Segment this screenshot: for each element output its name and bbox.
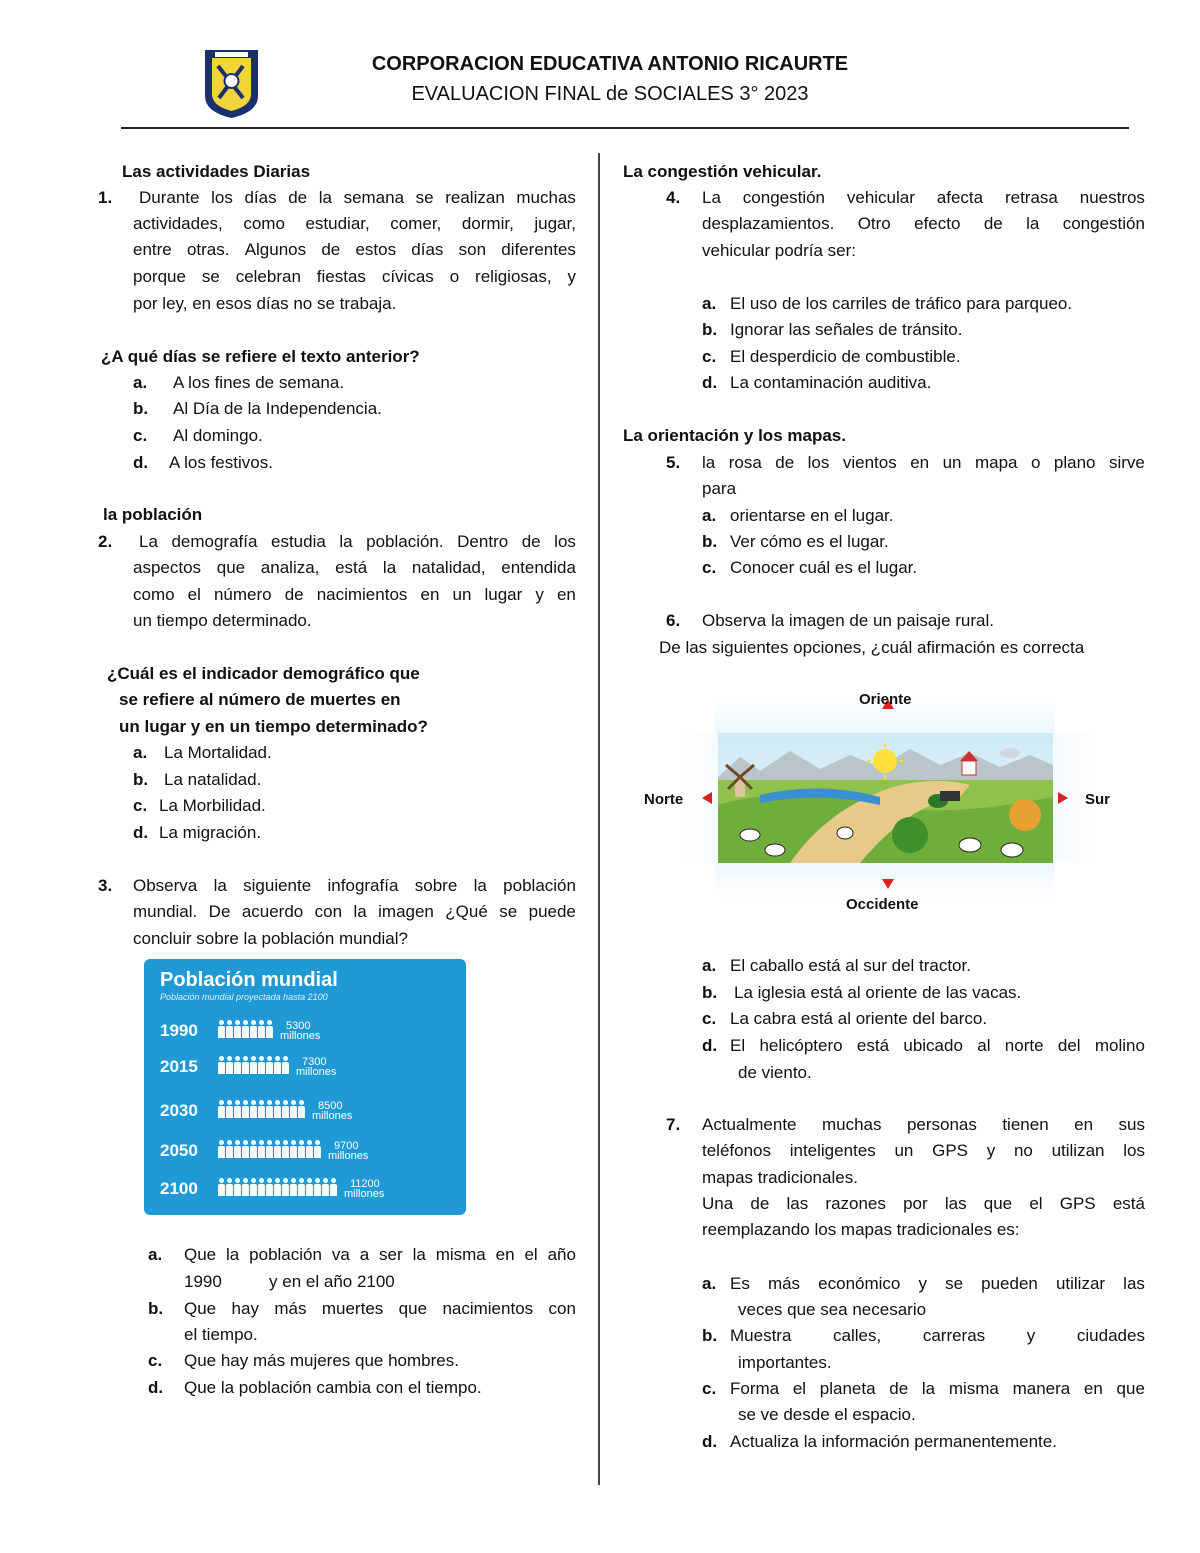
person-icon bbox=[234, 1020, 241, 1038]
infographic-row bbox=[160, 1175, 384, 1203]
option-letter: b. bbox=[133, 399, 149, 418]
person-icon bbox=[274, 1178, 281, 1196]
question-text-line: Observa la siguiente infografía sobre la población bbox=[133, 876, 576, 895]
option-text[interactable]: Ver cómo es el lugar. bbox=[730, 532, 889, 551]
section-title: La orientación y los mapas. bbox=[623, 426, 846, 445]
option-letter: c. bbox=[702, 558, 717, 577]
question-text-line: la rosa de los vientos en un mapa o plano sirve bbox=[702, 453, 1145, 472]
option-letter: b. bbox=[702, 983, 718, 1002]
person-icon bbox=[250, 1020, 257, 1038]
option-text[interactable]: Forma el planeta de la misma manera en que bbox=[730, 1379, 1145, 1398]
infographic-row bbox=[160, 1097, 352, 1125]
question-prompt: un lugar y en un tiempo determinado? bbox=[119, 717, 428, 736]
compass-norte: Norte bbox=[644, 791, 684, 808]
option-letter: a. bbox=[702, 956, 717, 975]
person-icon bbox=[226, 1020, 233, 1038]
question-number: 5. bbox=[666, 453, 681, 472]
person-icon bbox=[250, 1140, 257, 1158]
option-letter: b. bbox=[702, 1326, 718, 1345]
option-letter: c. bbox=[702, 1379, 717, 1398]
person-icon bbox=[282, 1140, 289, 1158]
question-text-line: porque se celebran fiestas cívicas o religiosas, y bbox=[133, 267, 576, 286]
person-icon bbox=[250, 1178, 257, 1196]
infographic-value-number: 7300 bbox=[302, 1056, 327, 1068]
question-text-line: actividades, como estudiar, comer, dormir, jugar, bbox=[133, 214, 576, 233]
option-text[interactable]: La cabra está al oriente del barco. bbox=[730, 1009, 988, 1028]
option-text[interactable]: Ignorar las señales de tránsito. bbox=[730, 320, 963, 339]
option-text[interactable]: El desperdicio de combustible. bbox=[730, 347, 961, 366]
option-text[interactable]: La migración. bbox=[159, 823, 262, 842]
question-text-line: desplazamientos. Otro efecto de la congestión bbox=[702, 214, 1145, 233]
section-title: La congestión vehicular. bbox=[623, 162, 822, 181]
person-icon bbox=[242, 1178, 249, 1196]
option-letter: b. bbox=[702, 320, 718, 339]
person-icon bbox=[266, 1100, 273, 1118]
person-icon bbox=[322, 1178, 329, 1196]
option-text[interactable]: se ve desde el espacio. bbox=[738, 1405, 916, 1424]
person-icon bbox=[242, 1020, 249, 1038]
option-text[interactable]: orientarse en el lugar. bbox=[730, 506, 894, 525]
option-text[interactable]: La contaminación auditiva. bbox=[730, 373, 932, 392]
option-text[interactable]: Que la población cambia con el tiempo. bbox=[184, 1378, 482, 1397]
question-number: 4. bbox=[666, 188, 681, 207]
question-text-line: Actualmente muchas personas tienen en sus bbox=[702, 1115, 1145, 1134]
person-icon bbox=[234, 1056, 241, 1074]
person-icon bbox=[258, 1178, 265, 1196]
infographic-value bbox=[312, 1101, 352, 1121]
question-text-line: para bbox=[702, 479, 737, 498]
option-letter: c. bbox=[702, 347, 717, 366]
infographic-row bbox=[160, 1053, 336, 1081]
infographic-subtitle: Población mundial proyectada hasta 2100 bbox=[160, 992, 328, 1002]
question-prompt: ¿Cuál es el indicador demográfico que bbox=[107, 664, 420, 683]
option-letter: c. bbox=[133, 426, 148, 445]
question-number: 3. bbox=[98, 876, 113, 895]
option-text[interactable]: de viento. bbox=[738, 1063, 812, 1082]
option-letter: a. bbox=[702, 506, 717, 525]
question-text-line: entre otras. Algunos de estos días son diferentes bbox=[133, 240, 576, 259]
option-text[interactable]: A los fines de semana. bbox=[173, 373, 345, 392]
infographic-year: 2015 bbox=[160, 1057, 198, 1076]
person-icon bbox=[250, 1056, 257, 1074]
option-letter: a. bbox=[702, 294, 717, 313]
option-letter: b. bbox=[133, 770, 149, 789]
infographic-value-number: 8500 bbox=[318, 1100, 343, 1112]
person-icon bbox=[226, 1100, 233, 1118]
option-text[interactable]: El caballo está al sur del tractor. bbox=[730, 956, 971, 975]
option-letter: d. bbox=[702, 1036, 718, 1055]
question-text-line: La demografía estudia la población. Dentro de los bbox=[139, 532, 576, 551]
option-text[interactable]: Que la población va a ser la misma en el año bbox=[184, 1245, 576, 1264]
person-icon bbox=[234, 1140, 241, 1158]
person-icon bbox=[258, 1140, 265, 1158]
option-letter: b. bbox=[702, 532, 718, 551]
school-name: CORPORACION EDUCATIVA ANTONIO RICAURTE bbox=[371, 53, 849, 75]
person-icon bbox=[266, 1020, 273, 1038]
question-prompt: De las siguientes opciones, ¿cuál afirmación es correcta bbox=[659, 638, 1085, 657]
person-icon bbox=[234, 1100, 241, 1118]
person-icon bbox=[290, 1178, 297, 1196]
question-text-line: aspectos que analiza, está la natalidad, entendida bbox=[133, 558, 576, 577]
people-icons bbox=[218, 1100, 306, 1122]
person-icon bbox=[218, 1100, 225, 1118]
question-number: 6. bbox=[666, 611, 681, 630]
school-logo bbox=[203, 48, 260, 120]
option-text[interactable]: veces que sea necesario bbox=[738, 1300, 927, 1319]
question-number: 7. bbox=[666, 1115, 681, 1134]
option-letter: d. bbox=[148, 1378, 164, 1397]
option-text[interactable]: Es más económico y se pueden utilizar las bbox=[730, 1274, 1145, 1293]
question-text-line: Durante los días de la semana se realizan muchas bbox=[139, 188, 576, 207]
person-icon bbox=[226, 1140, 233, 1158]
person-icon bbox=[258, 1020, 265, 1038]
option-text[interactable]: La Morbilidad. bbox=[159, 796, 266, 815]
question-text-line: Una de las razones por las que el GPS está bbox=[702, 1194, 1145, 1213]
option-text[interactable]: Al domingo. bbox=[173, 426, 263, 445]
infographic-value-unit: millones bbox=[280, 1030, 321, 1042]
option-text[interactable]: Que hay más muertes que nacimientos con bbox=[184, 1299, 576, 1318]
people-icons bbox=[218, 1020, 274, 1042]
infographic-year: 2100 bbox=[160, 1179, 198, 1198]
option-letter: d. bbox=[133, 453, 149, 472]
infographic-value bbox=[328, 1141, 368, 1161]
section-title: Las actividades Diarias bbox=[122, 162, 311, 181]
question-prompt: ¿A qué días se refiere el texto anterior? bbox=[101, 347, 420, 366]
option-letter: a. bbox=[133, 373, 148, 392]
compass-sur: Sur bbox=[1085, 791, 1111, 808]
option-letter: d. bbox=[133, 823, 149, 842]
person-icon bbox=[290, 1140, 297, 1158]
person-icon bbox=[258, 1056, 265, 1074]
question-text-line: como el número de nacimientos en un lugar y en bbox=[133, 585, 576, 604]
person-icon bbox=[306, 1140, 313, 1158]
option-text[interactable]: importantes. bbox=[738, 1353, 832, 1372]
infographic-value-number: 11200 bbox=[350, 1178, 380, 1190]
option-text[interactable]: 1990 y en el año 2100 bbox=[184, 1272, 395, 1291]
question-text-line: reemplazando los mapas tradicionales es: bbox=[702, 1220, 1020, 1239]
person-icon bbox=[330, 1178, 337, 1196]
question-text-line: concluir sobre la población mundial? bbox=[133, 929, 408, 948]
option-letter: d. bbox=[702, 373, 718, 392]
compass-oriente: Oriente bbox=[859, 691, 912, 708]
question-text-line: La congestión vehicular afecta retrasa nuestros bbox=[702, 188, 1145, 207]
person-icon bbox=[242, 1140, 249, 1158]
rural-landscape-map bbox=[640, 685, 1120, 917]
option-letter: b. bbox=[148, 1299, 164, 1318]
option-letter: c. bbox=[702, 1009, 717, 1028]
person-icon bbox=[314, 1140, 321, 1158]
question-prompt: se refiere al número de muertes en bbox=[119, 690, 401, 709]
option-text[interactable]: Que hay más mujeres que hombres. bbox=[184, 1351, 459, 1370]
infographic-value-number: 5300 bbox=[286, 1020, 311, 1032]
question-number: 1. bbox=[98, 188, 113, 207]
person-icon bbox=[218, 1140, 225, 1158]
option-text[interactable]: Muestra calles, carreras y ciudades bbox=[730, 1326, 1145, 1345]
option-letter: c. bbox=[133, 796, 148, 815]
person-icon bbox=[226, 1056, 233, 1074]
person-icon bbox=[282, 1100, 289, 1118]
option-text[interactable]: La iglesia está al oriente de las vacas. bbox=[734, 983, 1022, 1002]
option-text[interactable]: El helicóptero está ubicado al norte del molino bbox=[730, 1036, 1145, 1055]
person-icon bbox=[298, 1100, 305, 1118]
person-icon bbox=[234, 1178, 241, 1196]
infographic-value-number: 9700 bbox=[334, 1140, 359, 1152]
person-icon bbox=[290, 1100, 297, 1118]
person-icon bbox=[274, 1056, 281, 1074]
people-icons bbox=[218, 1140, 322, 1162]
column-divider bbox=[598, 153, 600, 1485]
infographic-value-unit: millones bbox=[328, 1150, 369, 1162]
option-text[interactable]: Actualiza la información permanentemente. bbox=[730, 1432, 1057, 1451]
population-infographic bbox=[144, 959, 466, 1215]
person-icon bbox=[218, 1056, 225, 1074]
infographic-value bbox=[296, 1057, 336, 1077]
infographic-row bbox=[160, 1137, 368, 1165]
people-icons bbox=[218, 1056, 290, 1078]
infographic-value-unit: millones bbox=[312, 1110, 353, 1122]
option-text[interactable]: Al Día de la Independencia. bbox=[173, 399, 382, 418]
person-icon bbox=[282, 1056, 289, 1074]
person-icon bbox=[250, 1100, 257, 1118]
question-text-line: mapas tradicionales. bbox=[702, 1168, 858, 1187]
question-text-line: vehicular podría ser: bbox=[702, 241, 857, 260]
person-icon bbox=[274, 1100, 281, 1118]
header-divider bbox=[121, 127, 1129, 129]
option-letter: a. bbox=[148, 1245, 163, 1264]
option-text[interactable]: La Mortalidad. bbox=[164, 743, 272, 762]
person-icon bbox=[266, 1140, 273, 1158]
person-icon bbox=[298, 1178, 305, 1196]
section-title: la población bbox=[103, 505, 203, 524]
person-icon bbox=[266, 1178, 273, 1196]
infographic-year: 2030 bbox=[160, 1101, 198, 1120]
person-icon bbox=[306, 1178, 313, 1196]
infographic-title: Población mundial bbox=[160, 969, 338, 991]
person-icon bbox=[218, 1178, 225, 1196]
compass-occidente: Occidente bbox=[846, 896, 919, 913]
person-icon bbox=[266, 1056, 273, 1074]
question-text-line: un tiempo determinado. bbox=[133, 611, 312, 630]
person-icon bbox=[242, 1100, 249, 1118]
person-icon bbox=[282, 1178, 289, 1196]
question-text-line: Observa la imagen de un paisaje rural. bbox=[702, 611, 994, 630]
option-letter: d. bbox=[702, 1432, 718, 1451]
infographic-value bbox=[280, 1021, 320, 1041]
person-icon bbox=[226, 1178, 233, 1196]
option-text[interactable]: La natalidad. bbox=[164, 770, 262, 789]
person-icon bbox=[258, 1100, 265, 1118]
person-icon bbox=[274, 1140, 281, 1158]
question-text-line: por ley, en esos días no se trabaja. bbox=[133, 294, 397, 313]
infographic-value-unit: millones bbox=[296, 1066, 337, 1078]
person-icon bbox=[314, 1178, 321, 1196]
person-icon bbox=[298, 1140, 305, 1158]
person-icon bbox=[218, 1020, 225, 1038]
question-text-line: mundial. De acuerdo con la imagen ¿Qué se puede bbox=[133, 902, 576, 921]
option-text[interactable]: El uso de los carriles de tráfico para parqueo. bbox=[730, 294, 1073, 313]
infographic-value bbox=[344, 1179, 384, 1199]
question-number: 2. bbox=[98, 532, 113, 551]
people-icons bbox=[218, 1178, 338, 1200]
option-text[interactable]: el tiempo. bbox=[184, 1325, 258, 1344]
option-letter: a. bbox=[702, 1274, 717, 1293]
option-letter: a. bbox=[133, 743, 148, 762]
infographic-year: 2050 bbox=[160, 1141, 198, 1160]
infographic-row bbox=[160, 1017, 320, 1045]
infographic-value-unit: millones bbox=[344, 1188, 385, 1200]
exam-title: EVALUACION FINAL de SOCIALES 3° 2023 bbox=[411, 83, 809, 105]
infographic-year: 1990 bbox=[160, 1021, 198, 1040]
person-icon bbox=[242, 1056, 249, 1074]
option-letter: c. bbox=[148, 1351, 163, 1370]
option-text[interactable]: A los festivos. bbox=[169, 453, 273, 472]
question-text-line: teléfonos inteligentes un GPS y no utilizan los bbox=[702, 1141, 1145, 1160]
option-text[interactable]: Conocer cuál es el lugar. bbox=[730, 558, 918, 577]
